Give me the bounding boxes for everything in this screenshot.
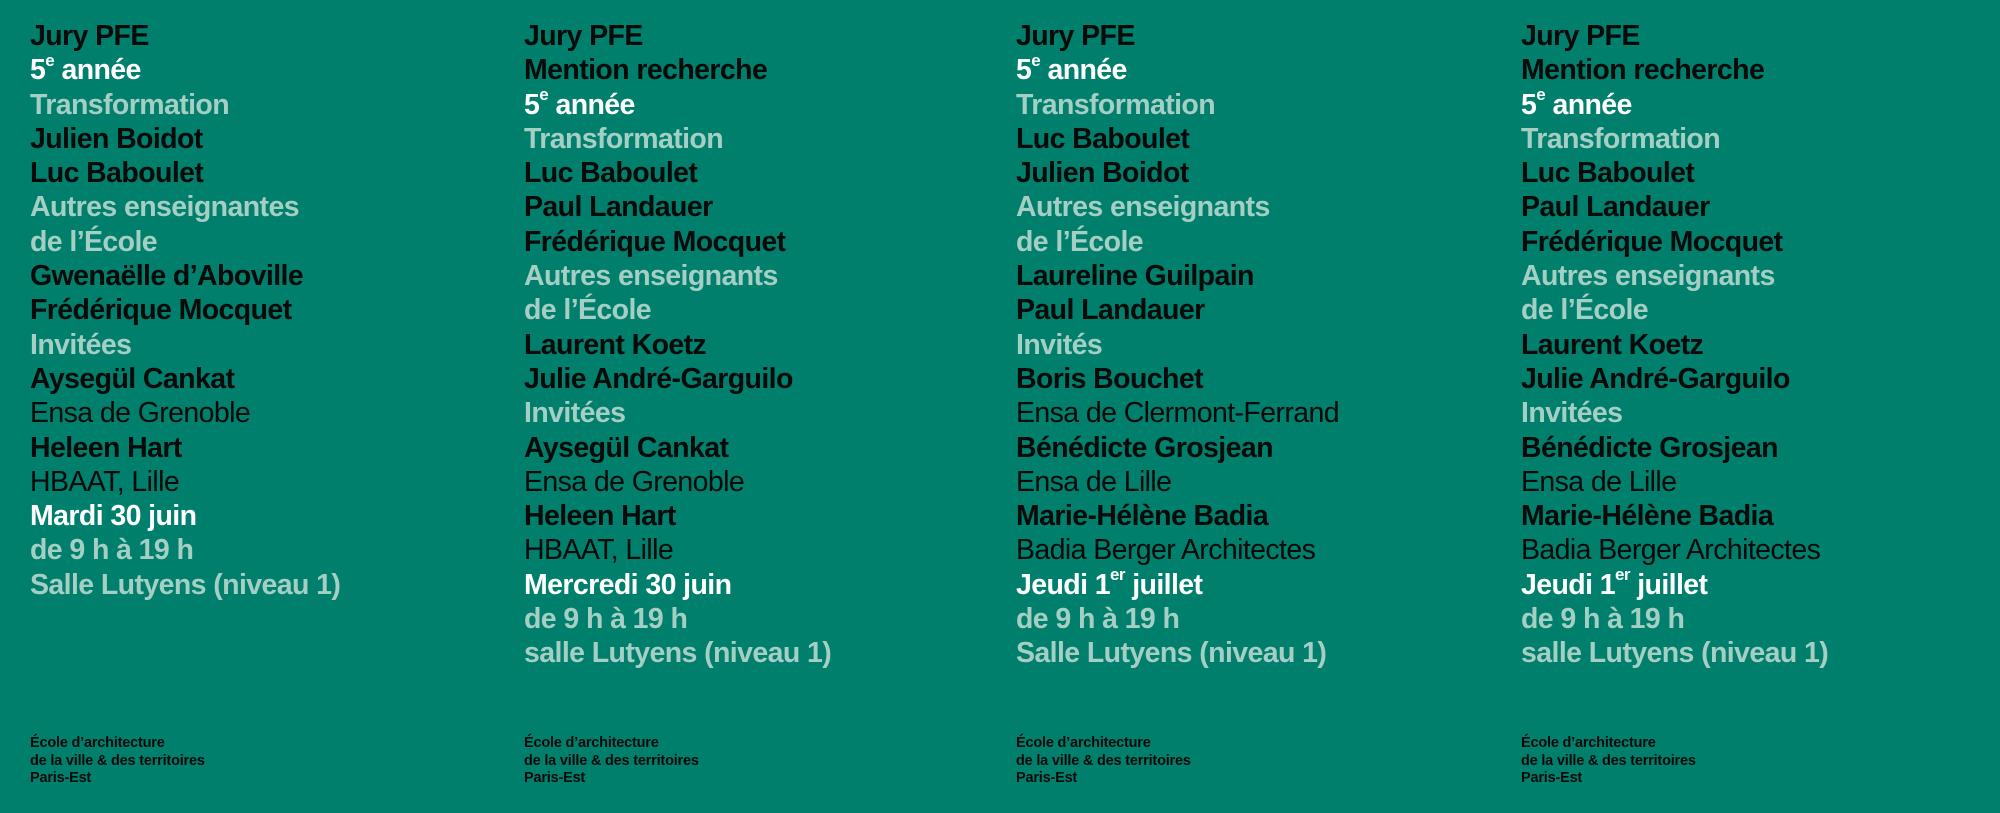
mention-label: Mention recherche	[524, 54, 768, 87]
poster-panel-1	[30, 19, 500, 809]
teacher-name: Julie André-Garguilo	[524, 362, 793, 395]
guest-name: Aysegül Cankat	[30, 362, 235, 395]
jury-room: salle Lutyens (niveau 1)	[1521, 637, 1829, 670]
school-name-line: Paris-Est	[1016, 770, 1078, 786]
other-teachers-label: de l’École	[1521, 294, 1649, 327]
other-teachers-label: Autres enseignants	[524, 260, 778, 293]
school-footer	[30, 735, 205, 788]
director-name: Frédérique Mocquet	[1521, 225, 1783, 258]
guest-name: Bénédicte Grosjean	[1016, 431, 1273, 464]
school-name-line: École d’architecture	[30, 735, 165, 751]
guest-organisation: Ensa de Lille	[1521, 465, 1677, 498]
teacher-name: Laurent Koetz	[1521, 328, 1704, 361]
teacher-name: Frédérique Mocquet	[30, 294, 292, 327]
guests-label: Invitées	[1521, 397, 1623, 430]
school-name-line: École d’architecture	[1521, 735, 1656, 751]
director-name: Luc Baboulet	[30, 157, 204, 190]
other-teachers-label: Autres enseignantes	[30, 191, 299, 224]
director-name: Luc Baboulet	[1016, 122, 1190, 155]
director-name: Paul Landauer	[1521, 191, 1710, 224]
director-name: Julien Boidot	[30, 122, 203, 155]
teacher-name: Laurent Koetz	[524, 328, 707, 361]
guest-organisation: Badia Berger Architectes	[1521, 534, 1821, 567]
guest-name: Boris Bouchet	[1016, 362, 1203, 395]
year-line: 5e année	[1016, 50, 1127, 87]
guest-name: Heleen Hart	[30, 431, 182, 464]
other-teachers-label: de l’École	[1016, 225, 1144, 258]
guest-organisation: HBAAT, Lille	[30, 465, 180, 498]
theme-label: Transformation	[30, 88, 230, 121]
guest-name: Heleen Hart	[524, 500, 676, 533]
poster-panel-2	[524, 19, 994, 809]
jury-time: de 9 h à 19 h	[1521, 603, 1685, 636]
guest-organisation: Ensa de Clermont-Ferrand	[1016, 397, 1339, 430]
guests-label: Invitées	[30, 328, 132, 361]
mention-label: Mention recherche	[1521, 54, 1765, 87]
theme-label: Transformation	[1016, 88, 1216, 121]
director-name: Frédérique Mocquet	[524, 225, 786, 258]
school-name-line: École d’architecture	[1016, 735, 1151, 751]
teacher-name: Julie André-Garguilo	[1521, 362, 1790, 395]
school-name-line: de la ville & des territoires	[1016, 752, 1191, 769]
poster-panel-3	[1016, 19, 1486, 809]
school-name-line: Paris-Est	[1521, 770, 1583, 786]
year-line: 5e année	[30, 50, 141, 87]
jury-room: Salle Lutyens (niveau 1)	[1016, 637, 1327, 670]
guest-organisation: Badia Berger Architectes	[1016, 534, 1316, 567]
theme-label: Transformation	[1521, 122, 1721, 155]
other-teachers-label: de l’École	[30, 225, 158, 258]
director-name: Luc Baboulet	[524, 157, 698, 190]
director-name: Julien Boidot	[1016, 157, 1189, 190]
jury-time: de 9 h à 19 h	[30, 534, 194, 567]
jury-time: de 9 h à 19 h	[524, 603, 688, 636]
jury-date: Jeudi 1er juillet	[1521, 565, 1708, 601]
jury-room: salle Lutyens (niveau 1)	[524, 637, 832, 670]
school-footer	[1521, 735, 1696, 788]
guest-name: Marie-Hélène Badia	[1521, 500, 1774, 533]
other-teachers-label: Autres enseignants	[1016, 191, 1270, 224]
school-name-line: de la ville & des territoires	[30, 752, 205, 769]
guest-name: Marie-Hélène Badia	[1016, 500, 1269, 533]
poster-title: Jury PFE	[30, 20, 149, 52]
guest-name: Aysegül Cankat	[524, 431, 729, 464]
jury-date: Mardi 30 juin	[30, 500, 197, 533]
jury-date: Mercredi 30 juin	[524, 568, 732, 601]
teacher-name: Gwenaëlle d’Aboville	[30, 260, 304, 293]
year-line: 5e année	[1521, 85, 1632, 121]
guest-organisation: Ensa de Grenoble	[524, 465, 745, 498]
other-teachers-label: de l’École	[524, 294, 652, 327]
guest-name: Bénédicte Grosjean	[1521, 431, 1778, 464]
director-name: Paul Landauer	[524, 191, 713, 224]
school-name-line: Paris-Est	[30, 770, 92, 786]
guests-label: Invitées	[524, 397, 626, 430]
poster-title: Jury PFE	[1016, 20, 1135, 52]
jury-time: de 9 h à 19 h	[1016, 603, 1180, 636]
poster-title: Jury PFE	[524, 20, 643, 52]
school-footer	[1016, 735, 1191, 788]
school-name-line: Paris-Est	[524, 770, 586, 786]
poster-title: Jury PFE	[1521, 20, 1640, 52]
guest-organisation: HBAAT, Lille	[524, 534, 674, 567]
year-line: 5e année	[524, 85, 635, 121]
other-teachers-label: Autres enseignants	[1521, 260, 1775, 293]
teacher-name: Laureline Guilpain	[1016, 260, 1254, 293]
school-name-line: École d’architecture	[524, 735, 659, 751]
school-name-line: de la ville & des territoires	[524, 752, 699, 769]
teacher-name: Paul Landauer	[1016, 294, 1205, 327]
poster-panel-4	[1521, 19, 1991, 809]
guest-organisation: Ensa de Grenoble	[30, 397, 251, 430]
director-name: Luc Baboulet	[1521, 157, 1695, 190]
guest-organisation: Ensa de Lille	[1016, 465, 1172, 498]
school-name-line: de la ville & des territoires	[1521, 752, 1696, 769]
jury-date: Jeudi 1er juillet	[1016, 565, 1203, 601]
theme-label: Transformation	[524, 122, 724, 155]
school-footer	[524, 735, 699, 788]
jury-room: Salle Lutyens (niveau 1)	[30, 568, 341, 601]
guests-label: Invités	[1016, 328, 1103, 361]
